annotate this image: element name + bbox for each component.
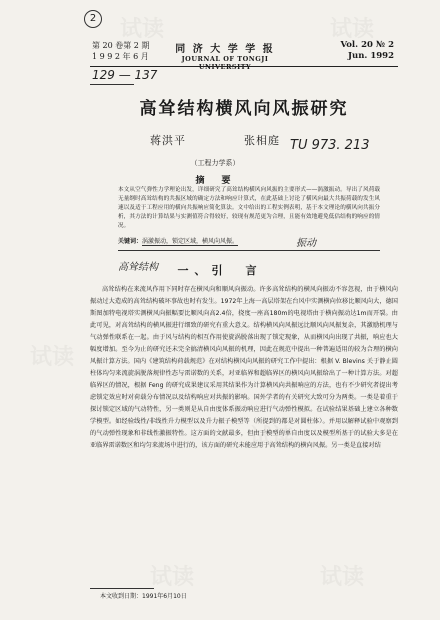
header-rule xyxy=(90,66,398,67)
body-text xyxy=(90,284,398,452)
keywords-rule xyxy=(118,250,380,251)
author-name: 蒋洪平 xyxy=(150,134,186,147)
handwritten-underline xyxy=(90,84,134,85)
handwritten-margin-note: 高耸结构 xyxy=(118,262,158,273)
department: （工程力学系） xyxy=(190,159,240,167)
journal-name-cn: 同 济 大 学 学 报 xyxy=(175,44,275,55)
watermark: 试读 xyxy=(330,17,375,42)
journal-volume xyxy=(320,40,394,62)
issue-date: 1 9 9 2 年 6 月 xyxy=(92,52,149,61)
keywords-items: 涡激振动，锁定区域，横风向风振。 xyxy=(142,238,239,245)
journal-name-en: JOURNAL OF TONGJI UNIVERSITY xyxy=(181,55,269,71)
keywords-label: 关键词： xyxy=(118,238,143,245)
watermark: 试读 xyxy=(150,565,195,590)
author-name: 张相庭 xyxy=(244,134,280,147)
footnote: 本文收到日期：1991年6月10日 xyxy=(100,593,187,600)
watermark: 试读 xyxy=(30,345,75,370)
volume-issue: 第 20 卷第 2 期 xyxy=(92,41,150,50)
handwritten-keyword-note: 振动 xyxy=(296,238,316,249)
abstract-heading: 摘 要 xyxy=(195,176,235,186)
date-en: Jun. 1992 xyxy=(348,51,394,61)
keywords xyxy=(118,237,380,246)
handwritten-classification-code: TU 973. 213 xyxy=(290,138,370,153)
journal-issue xyxy=(92,40,149,62)
authors xyxy=(150,132,280,148)
watermark: 试读 xyxy=(250,425,295,450)
page-number-mark: 2 xyxy=(84,10,102,28)
volume-en: Vol. 20 № 2 xyxy=(340,40,394,50)
watermark: 试读 xyxy=(120,17,165,42)
section-heading: 一、引 言 xyxy=(177,264,263,277)
body-paragraph: 高耸结构在来流风作用下同时存在横风向和顺风向振动。许多高耸结构的横风向振动不容忽视，由于横风向振动过大造成的高耸结构破坏事故也时有发生。1972年上海一高层塔架在台风中实测横向位移比顺风向大，德国斯图加特电视塔实测横风向振幅要比顺风向高2.4倍，挠度一座高180m的电视塔由于横向振动达1m而开裂。由此可见，对高耸结构的横风振进行细致的研究有重大意义。结构横风向风振远比顺风向风振复杂，其激励机理与气动弹性联系在一起。由于风与结构的相互作用使旋涡脱落出现了锁定现象，从而横风向出现了共振，响应也大幅度增加。至今为止的研究还未完全搞清横风向风振的机理，因此在规范中提出一种普遍适用的较为合理的横向风振计算方法。国内《建筑结构荷载规范》在对结构横风向风振的研究工作中提出：根据 V. Blevins 关于静止圆柱体均匀来流旋涡脱落规律性态与雷诺数的关系，对亚临界和超临界区的横风向风振给出了一种计算方法。对超临界区的情况，根据 Feng 的研究成果建议采用其结果作为计算横风向共振响应的方法，也有不少研究者提出考虑锁定效应时对荷载分布情况以及结构响应对共振的影响。国外学者的有关研究大致可分为两类。一类是着重于探讨锁定区域的气动特性，另一类则是从自由度体系振动响应进行气动弹性模拟。在试验结果基础上建立各种数学模型。如经验线性/非线性升力模型以及升力振子模型等（所提到的都是对圆柱体）。并用以解释试验中观察到的气动弹性现象和非线性激振特性。这方面的文献最多，但由于模型的单自由度以及模型所基于的试验大多是在亚临界雷诺数区和均匀来流场中进行的，该方面的研究未能应用于高耸结构的横向风振。另一类是直接对结 xyxy=(90,286,398,449)
footnote-rule xyxy=(90,588,154,589)
handwritten-pages: 129 — 137 xyxy=(92,68,158,82)
paper-title: 高耸结构横风向风振研究 xyxy=(139,99,349,119)
watermark: 试读 xyxy=(320,565,365,590)
abstract-text: 本文从空气弹性力学理论出发，详细研究了高耸结构横风向风振的主要形式——涡激振动。导出了风荷载无量纲时高耸结构的共振区域的确定方法和响应计算式，在此基础上讨论了横风向最大共振荷载的发生风速以及适于工程应用的横向共振响应简化算法。文中给出的工程实例表明，基于本文理论的横风向共振分析，其方法的计算结果与实测值符合得较好，较现有规范更为合理，且能有效地避免低估结构的响应的情况。 xyxy=(118,187,380,229)
